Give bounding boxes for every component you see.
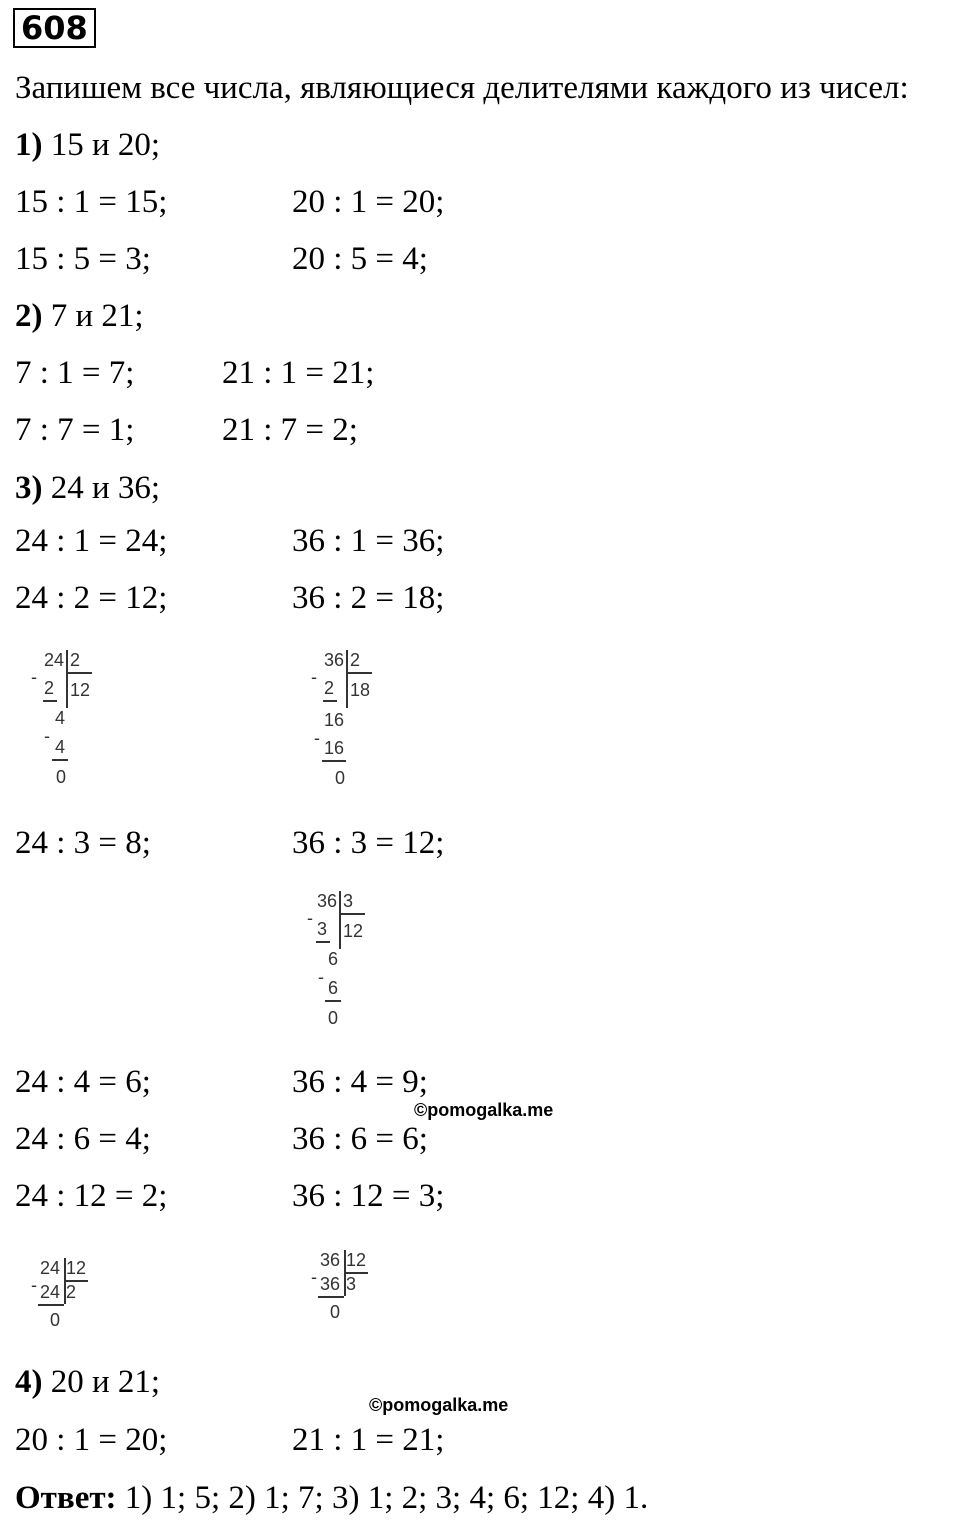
equation-left: 15 : 1 = 15;	[15, 184, 168, 220]
part-title: 15 и 20;	[42, 127, 161, 163]
division-bar-vertical	[346, 650, 348, 708]
underline	[316, 941, 330, 943]
minus-sign: -	[31, 667, 37, 687]
division-bar-vertical	[66, 650, 68, 708]
underline	[325, 1000, 341, 1002]
part-4-heading	[15, 1362, 160, 1402]
underline	[323, 700, 337, 702]
divisor: 12	[346, 1250, 367, 1270]
equation-right: 21 : 1 = 21;	[222, 355, 375, 391]
part-label: 2)	[15, 298, 43, 334]
dividend: 24	[44, 650, 65, 670]
equation-left: 7 : 1 = 7;	[15, 355, 135, 391]
quotient: 3	[346, 1274, 357, 1294]
part-label: 3)	[15, 470, 43, 506]
equation-left: 24 : 1 = 24;	[15, 523, 168, 559]
result: 0	[328, 1008, 339, 1028]
equation-left: 24 : 2 = 12;	[15, 580, 168, 616]
equation-right: 20 : 5 = 4;	[292, 241, 428, 277]
minus-sign: -	[307, 908, 313, 928]
subtrahend: 36	[320, 1274, 341, 1294]
division-bar-vertical	[339, 891, 341, 949]
equation-right: 36 : 2 = 18;	[292, 580, 445, 616]
underline	[43, 700, 57, 702]
equation-right: 21 : 1 = 21;	[292, 1422, 445, 1458]
divisor: 3	[343, 891, 354, 911]
minus-sign: -	[311, 1267, 317, 1287]
part-title: 7 и 21;	[42, 298, 144, 334]
division-bar-horizontal	[339, 913, 365, 915]
equation-left: 7 : 7 = 1;	[15, 412, 135, 448]
subtrahend: 16	[324, 738, 345, 758]
watermark: ©pomogalka.me	[414, 1100, 554, 1120]
equation-left: 20 : 1 = 20;	[15, 1422, 168, 1458]
answer	[15, 1478, 648, 1518]
minus-sign: -	[311, 667, 317, 687]
equation-left: 24 : 6 = 4;	[15, 1121, 151, 1157]
remainder: 6	[328, 949, 339, 969]
equation-right: 21 : 7 = 2;	[222, 412, 358, 448]
result: 0	[56, 767, 67, 787]
subtrahend: 3	[317, 919, 328, 939]
watermark: ©pomogalka.me	[369, 1395, 509, 1415]
intro-text: Запишем все числа, являющиеся делителями каждого из чисел:	[15, 70, 909, 106]
answer-label: Ответ:	[15, 1480, 117, 1516]
division-bar-horizontal	[66, 672, 92, 674]
minus-sign: -	[44, 726, 50, 746]
remainder: 16	[324, 710, 345, 730]
underline	[322, 760, 346, 762]
minus-sign: -	[314, 728, 320, 748]
subtrahend: 6	[328, 978, 339, 998]
dividend: 24	[40, 1258, 61, 1278]
remainder: 4	[55, 708, 66, 728]
quotient: 2	[66, 1282, 77, 1302]
equation-right: 36 : 12 = 3;	[292, 1178, 445, 1214]
result: 0	[50, 1310, 61, 1330]
equation-left: 24 : 3 = 8;	[15, 825, 151, 861]
part-title: 20 и 21;	[42, 1364, 161, 1400]
part-1-heading	[15, 125, 160, 165]
divisor: 2	[350, 650, 361, 670]
dividend: 36	[324, 650, 345, 670]
underline	[318, 1296, 344, 1298]
division-bar-horizontal	[346, 672, 372, 674]
divisor: 12	[66, 1258, 87, 1278]
part-3-heading	[15, 468, 160, 508]
result: 0	[335, 768, 346, 788]
divisor: 2	[70, 650, 81, 670]
equation-right: 20 : 1 = 20;	[292, 184, 445, 220]
equation-left: 24 : 12 = 2;	[15, 1178, 168, 1214]
part-label: 1)	[15, 127, 43, 163]
underline	[38, 1304, 64, 1306]
equation-left: 15 : 5 = 3;	[15, 241, 151, 277]
task-number: 608	[13, 8, 96, 48]
subtrahend: 2	[324, 678, 335, 698]
equation-right: 36 : 3 = 12;	[292, 825, 445, 861]
equation-right: 36 : 6 = 6;	[292, 1121, 428, 1157]
dividend: 36	[317, 891, 338, 911]
quotient: 12	[70, 680, 91, 700]
subtrahend: 2	[44, 678, 55, 698]
equation-right: 36 : 1 = 36;	[292, 523, 445, 559]
subtrahend: 24	[40, 1282, 61, 1302]
dividend: 36	[320, 1250, 341, 1270]
minus-sign: -	[318, 967, 324, 987]
result: 0	[330, 1302, 341, 1322]
answer-text: 1) 1; 5; 2) 1; 7; 3) 1; 2; 3; 4; 6; 12; 4) 1.	[116, 1480, 649, 1516]
part-label: 4)	[15, 1364, 43, 1400]
equation-left: 24 : 4 = 6;	[15, 1064, 151, 1100]
subtrahend: 4	[55, 737, 66, 757]
equation-right: 36 : 4 = 9;	[292, 1064, 428, 1100]
minus-sign: -	[31, 1275, 37, 1295]
quotient: 18	[350, 680, 371, 700]
quotient: 12	[343, 921, 364, 941]
underline	[52, 759, 68, 761]
part-title: 24 и 36;	[42, 470, 161, 506]
part-2-heading	[15, 296, 144, 336]
